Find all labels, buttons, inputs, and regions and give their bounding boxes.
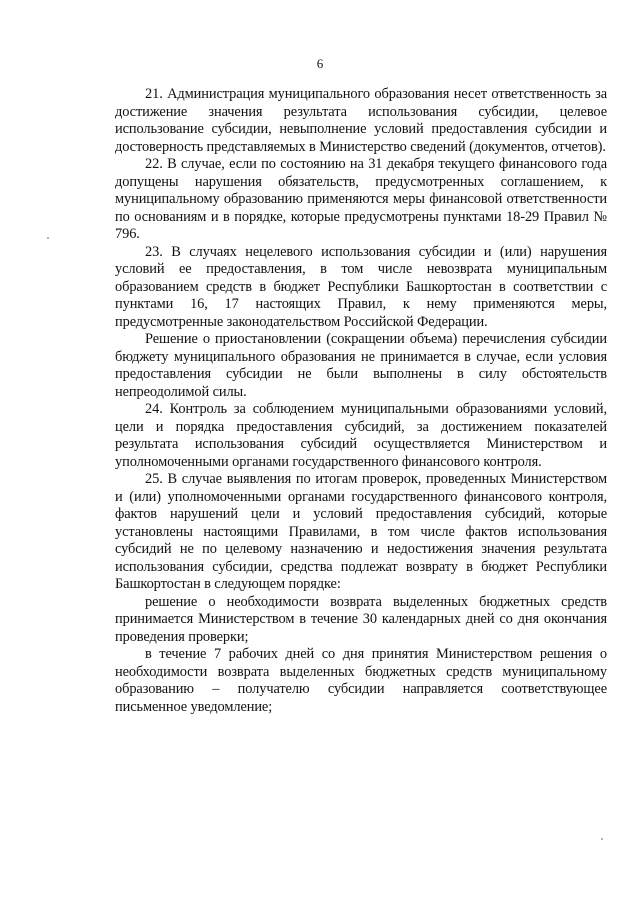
scan-speck: [601, 838, 603, 840]
document-body: [115, 86, 607, 716]
paragraph-21: 21. Администрация муниципального образования несет ответственность за достижение значения результата использования субсидии, целевое использование субсидии, невыполнение условий предоставления субсидии и достоверность представляемых в Министерство сведений (документов, отчетов).: [115, 86, 607, 155]
paragraph-23: 23. В случаях нецелевого использования субсидии и (или) нарушения условий ее предоставления, в том числе невозврата муниципальным образованием средств в бюджет Республики Башкортостан в соответствии с пунктами 16, 17 настоящих Правил, к нему применяются меры, предусмотренные законодательством Российской Федерации.: [115, 243, 607, 330]
paragraph-23-decision: Решение о приостановлении (сокращении объема) перечисления субсидии бюджету муниципального образования не принимается в случае, если условия предоставления субсидии не были выполнены в силу обстоятельств непреодолимой силы.: [115, 331, 607, 400]
paragraph-22: 22. В случае, если по состоянию на 31 декабря текущего финансового года допущены нарушения обязательств, предусмотренных соглашением, к муниципальному образованию применяются меры финансовой ответственности по основаниям и в порядке, которые предусмотрены пунктами 18-29 Правил № 796.: [115, 156, 607, 242]
page-number: 6: [316, 56, 324, 71]
paragraph-25-notice: в течение 7 рабочих дней со дня принятия Министерством решения о необходимости возврата выделенных бюджетных средств муниципальному образованию – получателю субсидии направляется соответствующее письменное уведомление;: [115, 646, 607, 715]
scan-speck: [47, 237, 49, 239]
paragraph-25-decision: решение о необходимости возврата выделенных бюджетных средств принимается Министерством в течение 30 календарных дней со дня окончания проведения проверки;: [115, 593, 607, 645]
paragraph-24: 24. Контроль за соблюдением муниципальными образованиями условий, цели и порядка предоставления субсидий, за достижением показателей результата использования субсидий осуществляется Министерством и уполномоченными органами государственного финансового контроля.: [115, 401, 607, 470]
paragraph-25: 25. В случае выявления по итогам проверок, проведенных Министерством и (или) уполномоченными органами государственного финансового контроля, фактов нарушений цели и условий предоставления субсидий, которые установлены настоящими Правилами, в том числе фактов использования субсидий не по целевому назначению и недостижения значения результата использования субсидии, средства подлежат возврату в бюджет Республики Башкортостан в следующем порядке:: [115, 471, 607, 592]
